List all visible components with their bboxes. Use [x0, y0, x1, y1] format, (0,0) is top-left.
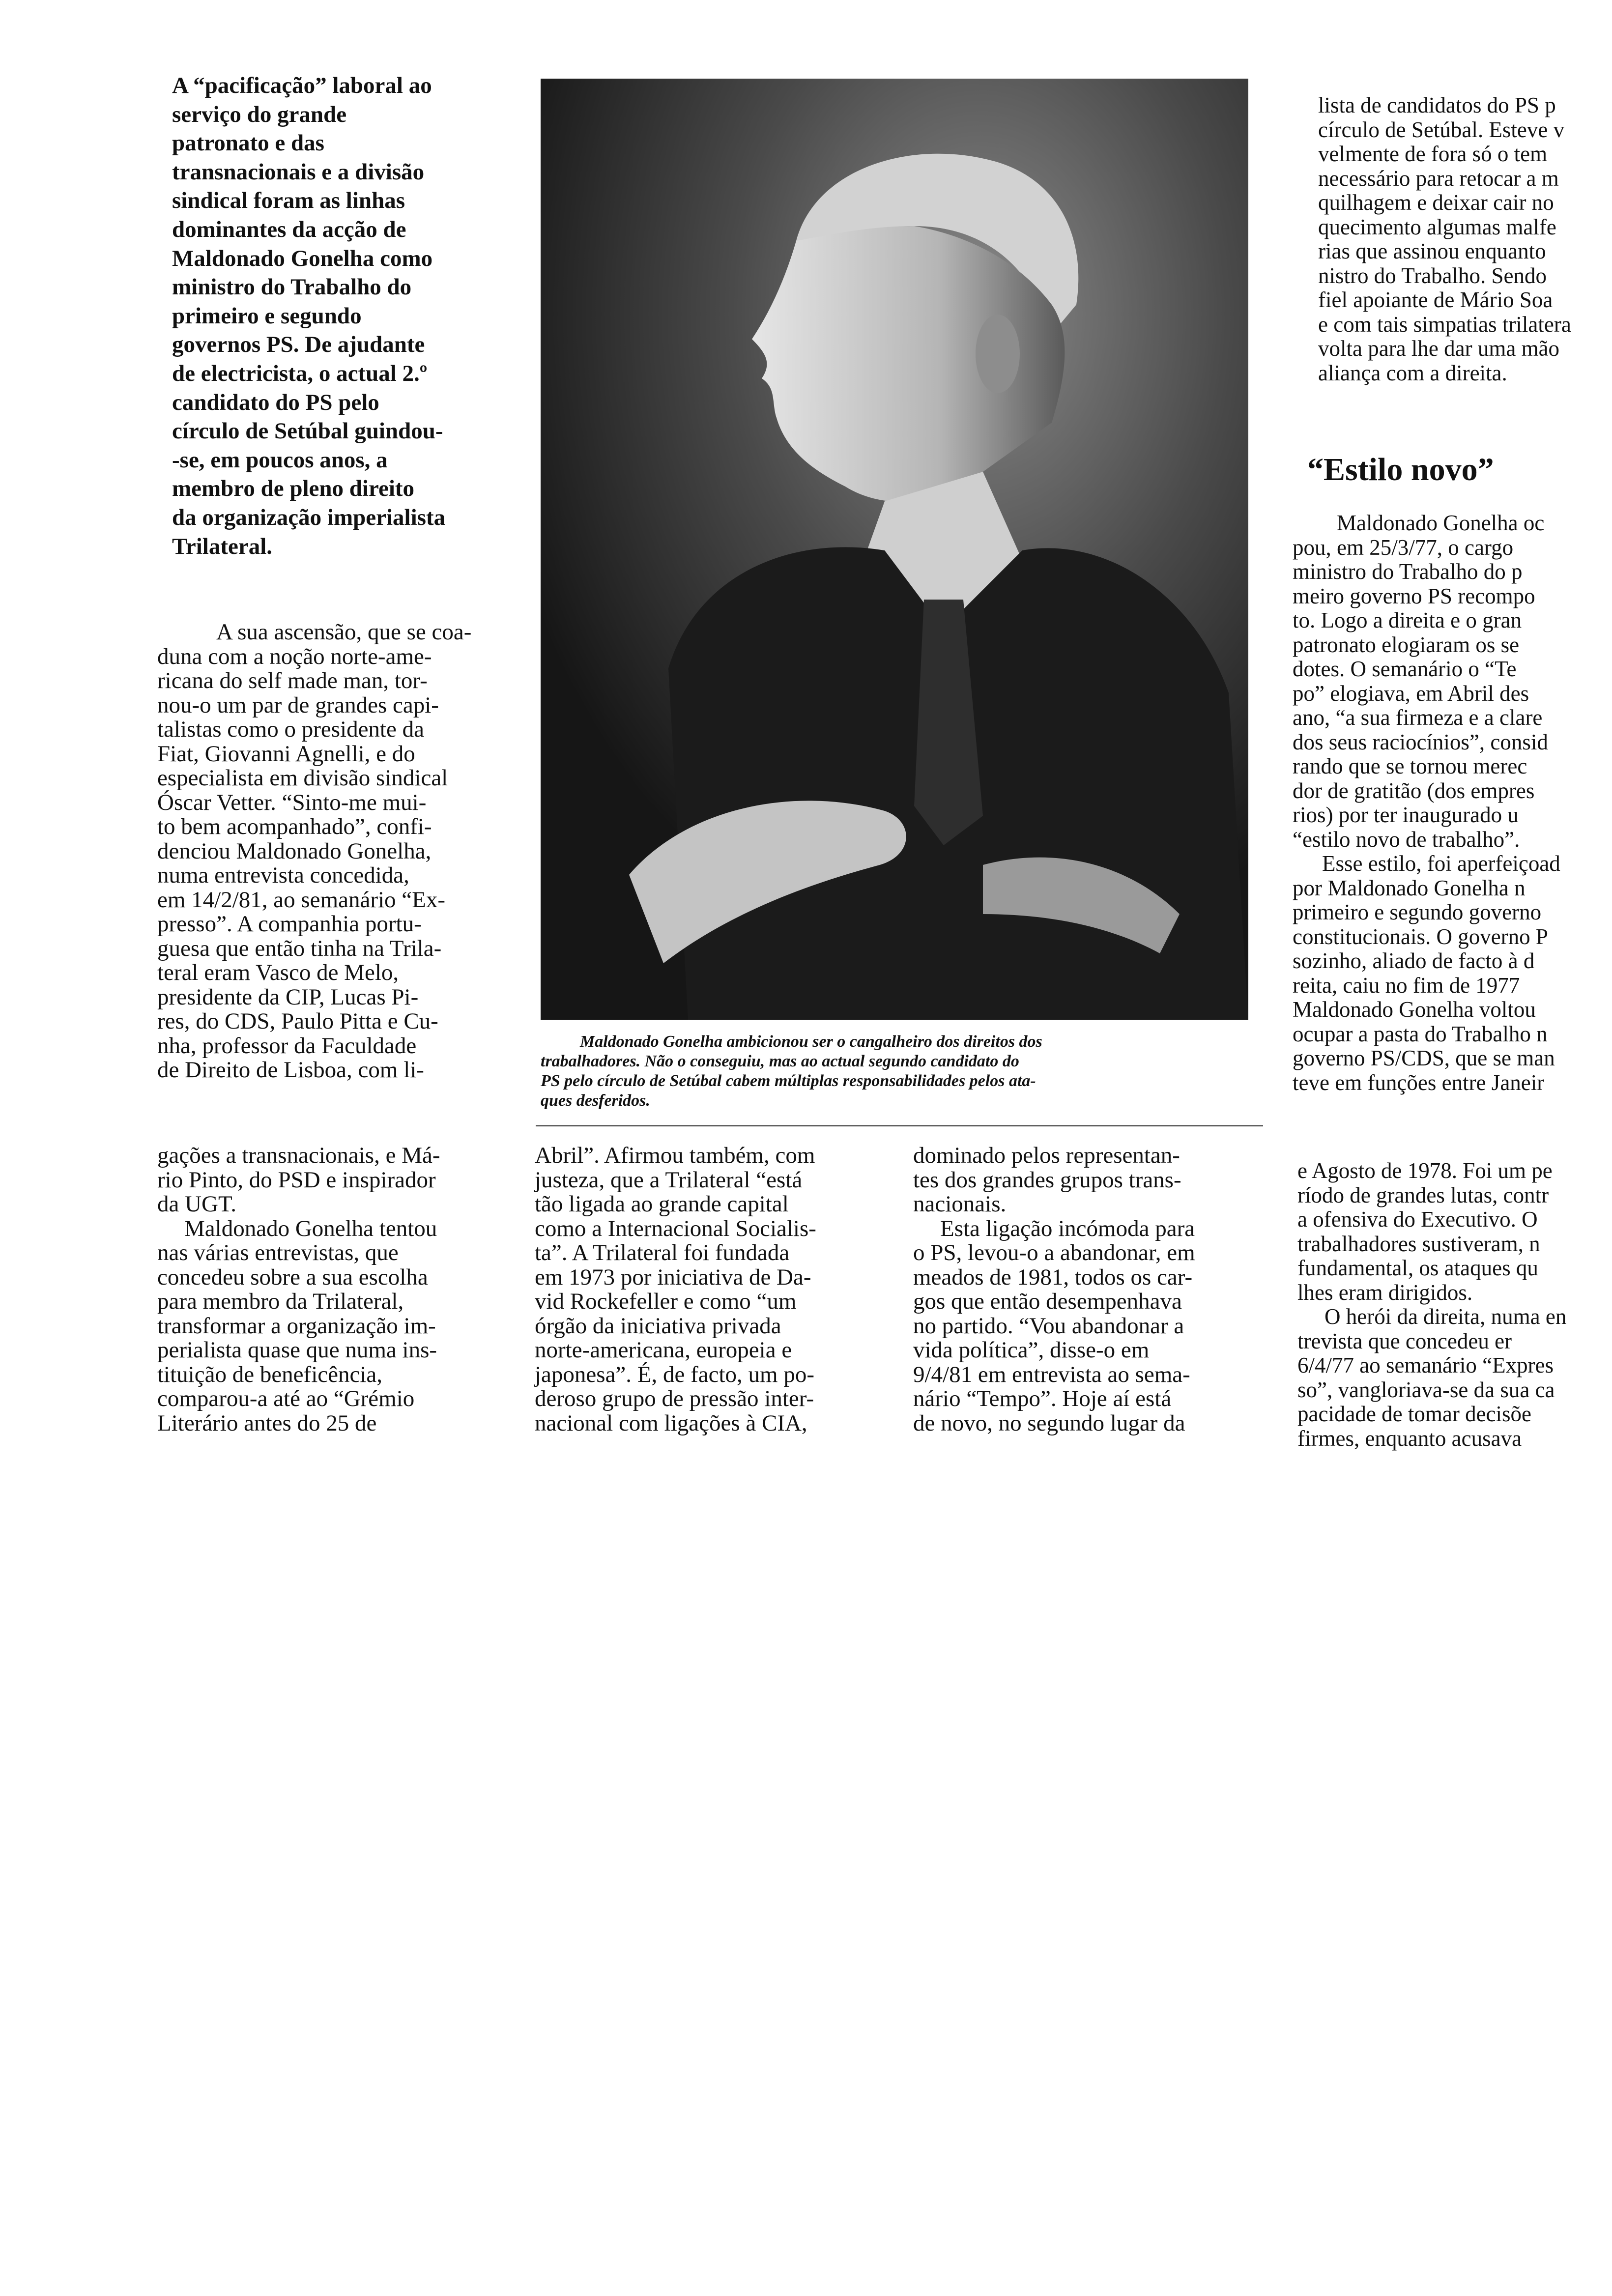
text-line: necessário para retocar a m: [1318, 166, 1559, 191]
text-line: nacional com ligações à CIA,: [535, 1410, 807, 1436]
text-line: aliança com a direita.: [1318, 360, 1507, 385]
lead-line: primeiro e segundo: [172, 303, 362, 329]
text-line: patronato elogiaram os se: [1293, 632, 1520, 657]
caption-line: PS pelo círculo de Setúbal cabem múltiplas responsabilidades pelos ata-: [541, 1072, 1036, 1090]
text-line: ministro do Trabalho do p: [1293, 559, 1523, 584]
text-line: meiro governo PS recompo: [1293, 583, 1535, 608]
lead-line: Trilateral.: [172, 533, 273, 559]
text-line: Óscar Vetter. “Sinto-me mui-: [157, 789, 427, 815]
text-line: como a Internacional Socialis-: [535, 1215, 816, 1241]
lead-line: serviço do grande: [172, 101, 347, 127]
text-line: talistas como o presidente da: [157, 717, 424, 742]
text-line: Literário antes do 25 de: [157, 1410, 377, 1436]
text-line: Maldonado Gonelha voltou: [1293, 997, 1536, 1022]
text-line: perialista quase que numa ins-: [157, 1337, 437, 1363]
text-line: rando que se tornou merec: [1293, 754, 1527, 778]
text-line: primeiro e segundo governo: [1293, 900, 1542, 924]
text-line: gos que então desempenhava: [913, 1289, 1182, 1314]
text-line: duna com a noção norte-ame-: [157, 643, 432, 669]
text-line: governo PS/CDS, que se man: [1293, 1046, 1555, 1070]
text-line: Abril”. Afirmou também, com: [535, 1143, 815, 1168]
text-line: pacidade de tomar decisõe: [1297, 1402, 1532, 1426]
lead-line: membro de pleno direito: [172, 476, 415, 502]
text-line: po” elogiava, em Abril des: [1293, 681, 1529, 706]
text-line: no partido. “Vou abandonar a: [913, 1313, 1184, 1339]
text-line: O herói da direita, numa en: [1324, 1304, 1567, 1329]
text-line: A sua ascensão, que se coa-: [216, 619, 472, 645]
lead-line: da organização imperialista: [172, 504, 446, 530]
lead-line: candidato do PS pelo: [172, 389, 379, 415]
text-line: dos seus raciocínios”, consid: [1293, 729, 1548, 754]
text-line: nário “Tempo”. Hoje aí está: [913, 1386, 1172, 1411]
text-line: ta”. A Trilateral foi fundada: [535, 1240, 790, 1265]
column-1-top: [157, 620, 471, 1083]
text-line: trabalhadores sustiveram, n: [1297, 1231, 1540, 1256]
text-line: nistro do Trabalho. Sendo: [1318, 263, 1547, 288]
text-line: dominado pelos representan-: [913, 1143, 1180, 1168]
text-line: transformar a organização im-: [157, 1313, 436, 1339]
text-line: guesa que então tinha na Trila-: [157, 935, 442, 961]
text-line: tão ligada ao grande capital: [535, 1191, 789, 1217]
text-line: ríodo de grandes lutas, contr: [1297, 1182, 1549, 1207]
text-line: nas várias entrevistas, que: [157, 1240, 399, 1265]
text-line: gações a transnacionais, e Má-: [157, 1143, 440, 1168]
text-line: nou-o um par de grandes capi-: [157, 692, 439, 718]
caption-line: ques desferidos.: [541, 1091, 650, 1110]
text-line: teral eram Vasco de Melo,: [157, 960, 399, 985]
section-heading: “Estilo novo”: [1307, 452, 1494, 488]
text-line: constitucionais. O governo P: [1293, 924, 1548, 949]
text-line: em 1973 por iniciativa de Da-: [535, 1264, 811, 1290]
text-line: norte-americana, europeia e: [535, 1337, 792, 1363]
text-line: rias que assinou enquanto: [1318, 239, 1546, 263]
text-line: justeza, que a Trilateral “está: [535, 1167, 803, 1193]
text-line: quecimento algumas malfe: [1318, 214, 1556, 239]
text-line: numa entrevista concedida,: [157, 862, 409, 888]
text-line: Fiat, Giovanni Agnelli, e do: [157, 741, 415, 767]
lead-line: ministro do Trabalho do: [172, 274, 412, 300]
lead-line: dominantes da acção de: [172, 216, 406, 242]
text-line: especialista em divisão sindical: [157, 765, 448, 791]
article-lead: [172, 71, 445, 561]
text-line: so”, vangloriava-se da sua ca: [1297, 1377, 1555, 1402]
text-line: Esse estilo, foi aperfeiçoad: [1322, 851, 1560, 876]
text-line: pou, em 25/3/77, o cargo: [1293, 535, 1514, 560]
lead-line: patronato e das: [172, 130, 324, 156]
text-line: da UGT.: [157, 1191, 236, 1217]
text-line: deroso grupo de pressão inter-: [535, 1386, 814, 1411]
column-4-bottom: [1297, 1159, 1566, 1451]
text-line: e com tais simpatias trilatera: [1318, 312, 1571, 337]
lead-line: Maldonado Gonelha como: [172, 245, 433, 271]
text-line: dotes. O semanário o “Te: [1293, 657, 1517, 681]
text-line: dor de gratitão (dos empres: [1293, 778, 1535, 803]
text-line: concedeu sobre a sua escolha: [157, 1264, 428, 1290]
text-line: 6/4/77 ao semanário “Expres: [1297, 1353, 1554, 1378]
text-line: nacionais.: [913, 1191, 1007, 1217]
text-line: rios) por ter inaugurado u: [1293, 803, 1519, 827]
text-line: 9/4/81 em entrevista ao sema-: [913, 1361, 1190, 1387]
column-3-bottom: [913, 1144, 1195, 1435]
portrait-photo: [541, 79, 1248, 1020]
text-line: to. Logo a direita e o gran: [1293, 608, 1522, 632]
text-line: velmente de fora só o tem: [1318, 142, 1548, 166]
photo-caption: [541, 1032, 1042, 1111]
lead-line: governos PS. De ajudante: [172, 332, 425, 358]
text-line: para membro da Trilateral,: [157, 1289, 404, 1314]
column-2-bottom: [535, 1144, 816, 1435]
text-line: Esta ligação incómoda para: [940, 1215, 1195, 1241]
text-line: tituição de beneficência,: [157, 1361, 382, 1387]
text-line: nha, professor da Faculdade: [157, 1033, 417, 1059]
lead-line: A “pacificação” laboral ao: [172, 73, 432, 98]
caption-line: Maldonado Gonelha ambicionou ser o cangalheiro dos direitos dos: [580, 1033, 1042, 1051]
text-line: em 14/2/81, ao semanário “Ex-: [157, 887, 446, 913]
text-line: órgão da iniciativa privada: [535, 1313, 781, 1339]
text-line: de Direito de Lisboa, com li-: [157, 1057, 424, 1083]
text-line: Maldonado Gonelha oc: [1337, 511, 1545, 535]
text-line: volta para lhe dar uma mão: [1318, 336, 1560, 361]
text-line: o PS, levou-o a abandonar, em: [913, 1240, 1195, 1265]
text-line: e Agosto de 1978. Foi um pe: [1297, 1158, 1553, 1183]
text-line: denciou Maldonado Gonelha,: [157, 838, 432, 864]
text-line: “estilo novo de trabalho”.: [1293, 827, 1520, 852]
lead-line: transnacionais e a divisão: [172, 159, 425, 185]
text-line: vid Rockefeller e como “um: [535, 1289, 797, 1314]
text-line: por Maldonado Gonelha n: [1293, 875, 1526, 900]
lead-line: sindical foram as linhas: [172, 188, 405, 214]
column-1-bottom: [157, 1144, 440, 1435]
text-line: a ofensiva do Executivo. O: [1297, 1207, 1538, 1232]
text-line: presso”. A companhia portu-: [157, 911, 422, 937]
text-line: quilhagem e deixar cair no: [1318, 190, 1554, 215]
text-line: de novo, no segundo lugar da: [913, 1410, 1185, 1436]
lead-line: círculo de Setúbal guindou-: [172, 418, 443, 444]
text-line: círculo de Setúbal. Esteve v: [1318, 117, 1565, 142]
text-line: Maldonado Gonelha tentou: [184, 1215, 437, 1241]
text-line: teve em funções entre Janeir: [1293, 1070, 1545, 1095]
text-line: meados de 1981, todos os car-: [913, 1264, 1193, 1290]
text-line: rio Pinto, do PSD e inspirador: [157, 1167, 436, 1193]
text-line: reita, caiu no fim de 1977: [1293, 973, 1520, 998]
text-line: firmes, enquanto acusava: [1297, 1426, 1522, 1451]
column-4-middle: [1293, 511, 1560, 1095]
text-line: fiel apoiante de Mário Soa: [1318, 287, 1553, 312]
text-line: ricana do self made man, tor-: [157, 668, 428, 693]
text-line: lhes eram dirigidos.: [1297, 1280, 1473, 1305]
text-line: lista de candidatos do PS p: [1318, 93, 1556, 117]
text-line: japonesa”. É, de facto, um po-: [535, 1361, 815, 1387]
caption-line: trabalhadores. Não o conseguiu, mas ao actual segundo candidato do: [541, 1052, 1019, 1070]
column-4-top: [1318, 93, 1571, 385]
text-line: res, do CDS, Paulo Pitta e Cu-: [157, 1008, 438, 1034]
lead-line: -se, em poucos anos, a: [172, 447, 388, 473]
text-line: comparou-a até ao “Grémio: [157, 1386, 415, 1411]
text-line: to bem acompanhado”, confi-: [157, 814, 432, 839]
text-line: sozinho, aliado de facto à d: [1293, 948, 1535, 973]
caption-divider: [536, 1125, 1263, 1126]
text-line: ocupar a pasta do Trabalho n: [1293, 1021, 1548, 1046]
text-line: ano, “a sua firmeza e a clare: [1293, 705, 1543, 730]
lead-line: de electricista, o actual 2.º: [172, 360, 428, 386]
text-line: trevista que concedeu er: [1297, 1328, 1512, 1353]
text-line: fundamental, os ataques qu: [1297, 1256, 1538, 1280]
text-line: tes dos grandes grupos trans-: [913, 1167, 1181, 1193]
text-line: vida política”, disse-o em: [913, 1337, 1150, 1363]
text-line: presidente da CIP, Lucas Pi-: [157, 984, 419, 1010]
